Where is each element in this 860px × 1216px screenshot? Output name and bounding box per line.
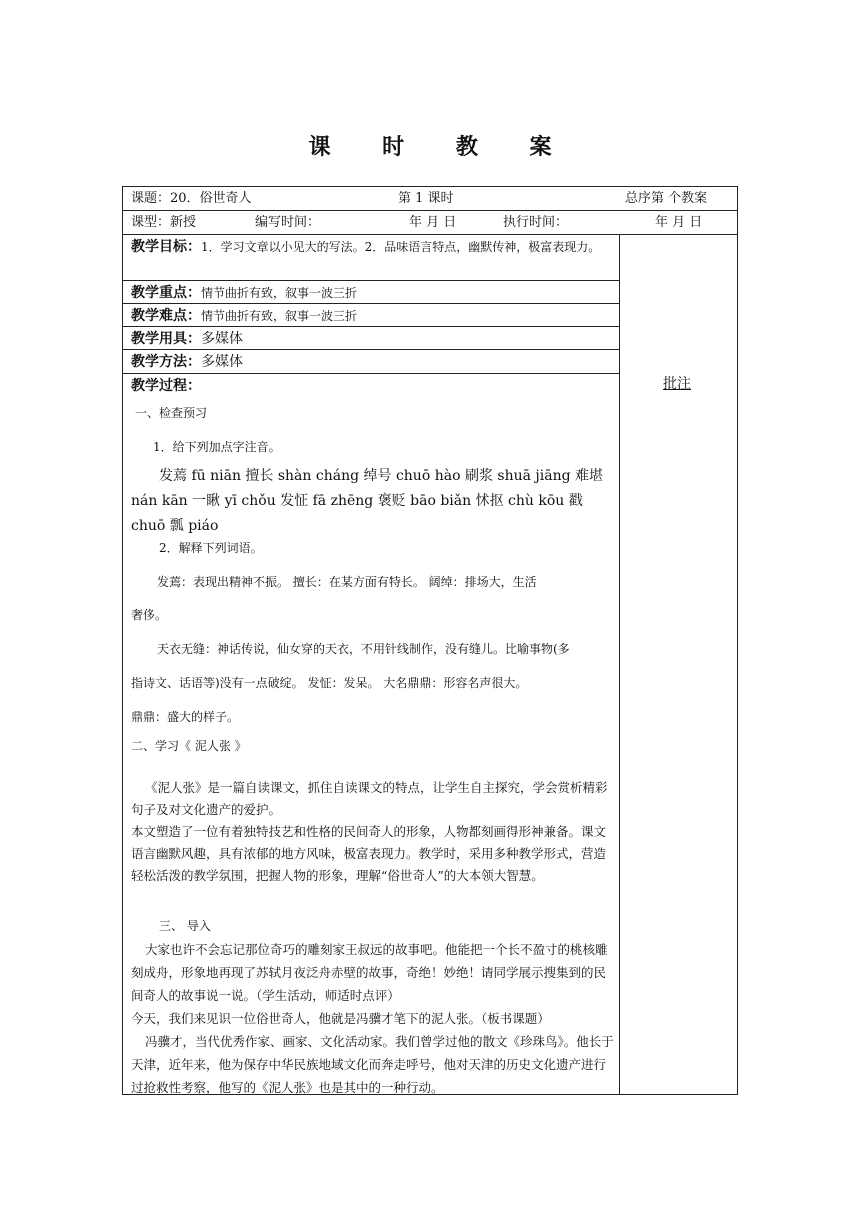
lesson-type: 课型：新授: [131, 215, 197, 230]
row-divider: [123, 326, 619, 327]
teaching-goals: [131, 238, 615, 257]
key-point-label: 教学重点：: [131, 285, 201, 301]
section-1-heading: 一、检查预习: [135, 406, 208, 420]
goals-label: 教学目标：: [131, 239, 201, 255]
period: 第 1 课时: [398, 191, 454, 206]
exec-date: 年 月 日: [655, 215, 703, 230]
key-point-text: 情节曲折有致，叙事一波三折: [201, 286, 358, 300]
method-text: 多媒体: [201, 354, 243, 370]
serial-number: 总序第 个教案: [625, 191, 708, 206]
paragraph-author: 冯骥才，当代优秀作家、画家、文化活动家。我们曾学过他的散文《珍珠鸟》。他长于天津，近年来，他为保存中华民族地域文化而奔走呼号，他对天津的历史文化遗产进行过抢救性考察，他写的《泥人张》也是其中的一种行动。: [131, 1034, 614, 1095]
section-1-question-1: 1．给下列加点字注音。: [153, 440, 281, 454]
section-1-question-2: 2．解释下列词语。: [159, 541, 263, 555]
definition-line-3: 鼎鼎：盛大的样子。: [131, 710, 240, 724]
tools-label: 教学用具：: [131, 331, 201, 347]
exec-time-label: 执行时间：: [503, 215, 569, 230]
difficulty-label: 教学难点：: [131, 308, 201, 324]
row-divider: [123, 234, 737, 235]
row-divider: [123, 303, 619, 304]
difficulty-text: 情节曲折有致，叙事一波三折: [201, 309, 358, 323]
definition-line-2: 天衣无缝：神话传说，仙女穿的天衣，不用针线制作，没有缝儿。比喻事物(多: [157, 642, 570, 656]
section-2-heading: 二、学习《 泥人张 》: [131, 739, 247, 753]
process-label: 教学过程：: [131, 378, 201, 394]
key-point: [131, 284, 357, 303]
definition-line-1b: 奢侈。: [131, 608, 168, 622]
lesson-plan-table: [122, 186, 738, 1095]
row-divider: [123, 280, 619, 281]
row-divider: [123, 373, 619, 374]
method-label: 教学方法：: [131, 354, 201, 370]
paragraph-lead-in: 大家也许不会忘记那位奇巧的雕刻家王叔远的故事吧。他能把一个长不盈寸的桃核雕刻成舟，形象地再现了苏轼月夜泛舟赤壁的故事，奇绝！妙绝！请同学展示搜集到的民间奇人的故事说一说。（学生活动，师适时点评）: [131, 942, 608, 1003]
section-3-heading: 三、 导入: [159, 919, 211, 933]
teaching-method: [131, 353, 243, 372]
pinyin-exercise: 发蔫 fū niān 擅长 shàn cháng 绰号 chuō hào 刷浆 shuā jiāng 难堪 nán kān 一瞅 yī chǒu 发怔 fā zhēng 褒贬 bāo biǎn 怵抠 chù kōu 戳 chuō 瓢 piáo: [131, 468, 604, 534]
row-divider: [123, 349, 619, 350]
row-divider: [123, 210, 737, 211]
write-time-label: 编写时间：: [255, 215, 321, 230]
definition-line-2b: 指诗文、话语等)没有一点破绽。 发怔：发呆。 大名鼎鼎：形容名声很大。: [131, 676, 528, 690]
difficulty: [131, 307, 357, 326]
write-date: 年 月 日: [409, 215, 457, 230]
topic: 课题：20．俗世奇人: [131, 191, 252, 206]
annotation-column-divider: [619, 234, 620, 1095]
paragraph-today: 今天，我们来见识一位俗世奇人，他就是冯骥才笔下的泥人张。（板书课题）: [131, 1011, 550, 1026]
goals-text: 1．学习文章以小见大的写法。2．品味语言特点，幽默传神，极富表现力。: [201, 240, 601, 254]
teaching-tools: [131, 330, 243, 349]
paragraph-intro: 《泥人张》是一篇自读课文，抓住自读课文的特点，让学生自主探究，学会赏析精彩句子及对文化遗产的爱护。: [131, 780, 608, 817]
annotation-label: 批注: [663, 376, 691, 392]
paragraph-analysis: 本文塑造了一位有着独特技艺和性格的民间奇人的形象，人物都刻画得形神兼备。课文语言幽默风趣，具有浓郁的地方风味，极富表现力。教学时，采用多种教学形式，营造轻松活泼的教学氛围，把握人物的形象，理解“俗世奇人”的大本领大智慧。: [131, 824, 607, 883]
page-title: 课 时 教 案: [308, 134, 574, 160]
definition-line-1: 发蔫：表现出精神不振。 擅长：在某方面有特长。 阔绰：排场大，生活: [157, 575, 537, 589]
tools-text: 多媒体: [201, 331, 243, 347]
